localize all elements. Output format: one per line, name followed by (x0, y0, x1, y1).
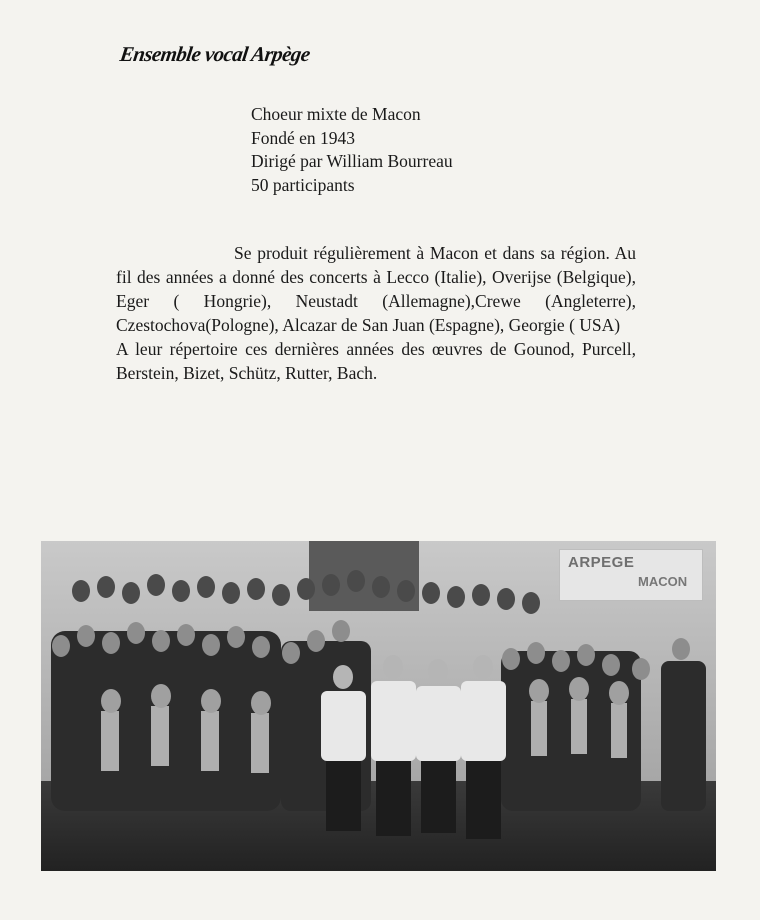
choir-info (251, 103, 453, 197)
arpege-banner (559, 549, 703, 601)
choir-type: Choeur mixte de Macon (251, 104, 421, 124)
banner-subtitle: MACON (638, 574, 688, 589)
participants-count: 50 participants (251, 174, 355, 195)
concerts-paragraph: Se produit régulièrement à Macon et dans sa région. Au fil des années a donné des concerts à Lecco (Italie), Overijse (Belgique), Eger ( Hongrie), Neustadt (Allemagne),Crewe (Angleterre), Czestochova(Pologne), Alcazar de San Juan (Espagne), Georgie ( USA) (116, 243, 636, 335)
conductor: Dirigé par William Bourreau (251, 151, 453, 171)
repertoire-paragraph: A leur répertoire ces dernières années des œuvres de Gounod, Purcell, Berstein, Bizet, Schütz, Rutter, Bach. (116, 339, 636, 383)
description (116, 241, 636, 385)
banner-title: ARPEGE (568, 554, 635, 571)
choir-photo (41, 541, 716, 871)
founded-year: Fondé en 1943 (251, 127, 356, 148)
page-title: Ensemble vocal Arpège (118, 42, 312, 66)
